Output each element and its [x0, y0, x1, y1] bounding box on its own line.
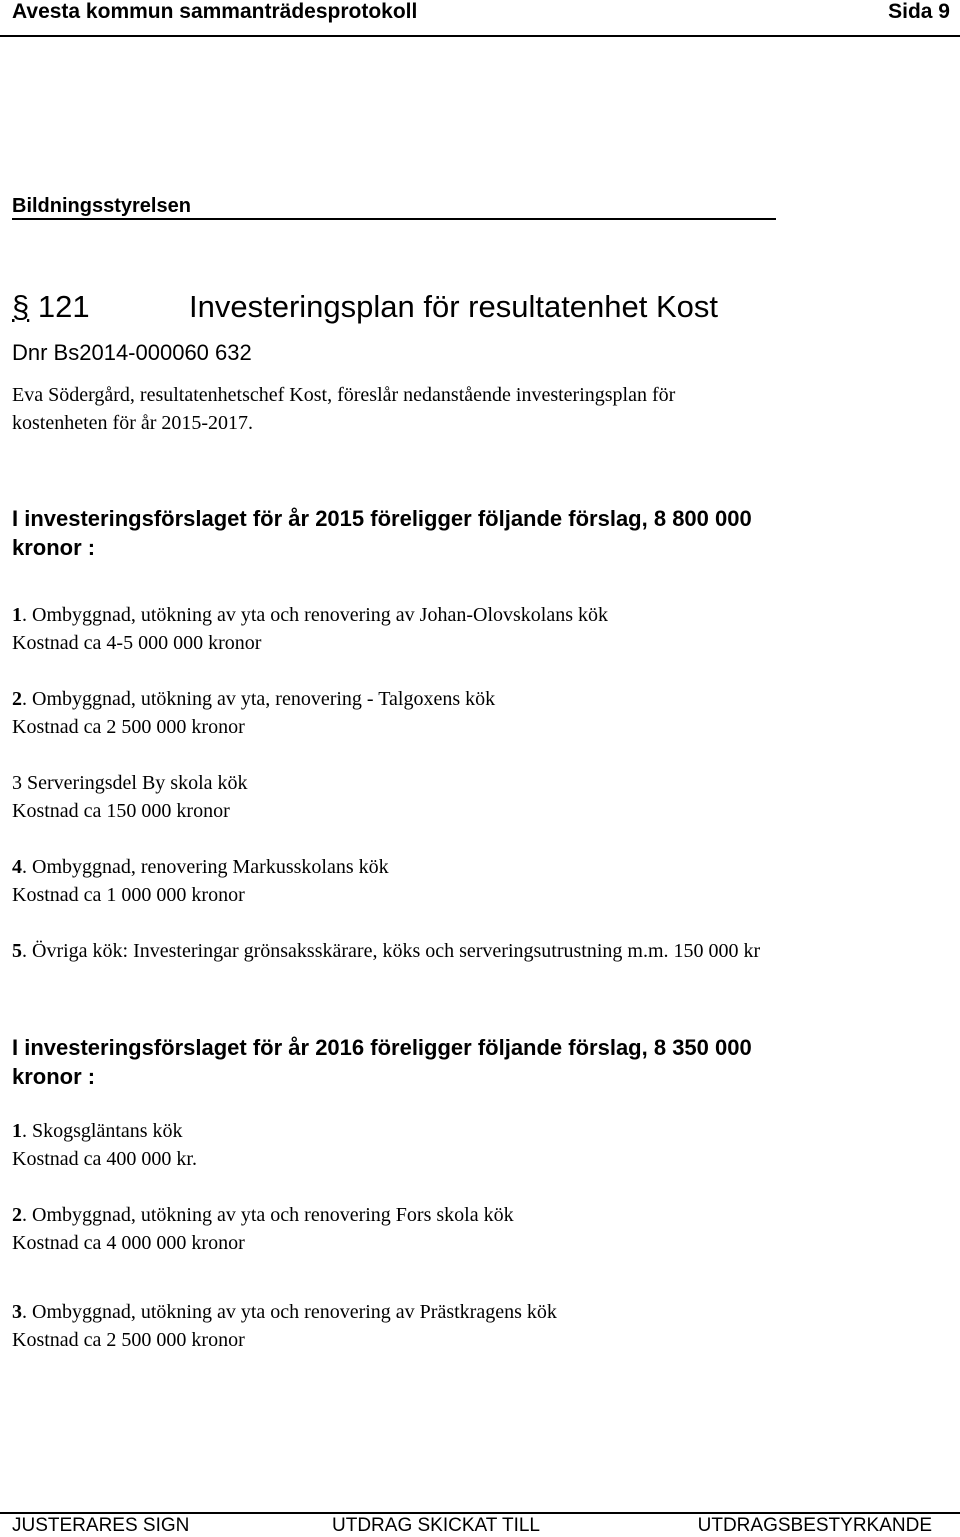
item-number: 1	[12, 1120, 22, 1142]
intro-line: Eva Södergård, resultatenhetschef Kost, föreslår nedanstående investeringsplan för	[12, 384, 676, 406]
heading-line: I investeringsförslaget för år 2015 föreligger följande förslag, 8 800 000	[12, 506, 752, 531]
heading-line: kronor :	[12, 1064, 96, 1089]
item-cost: Kostnad ca 2 500 000 kronor	[12, 1329, 245, 1351]
plan-2016-heading	[12, 1033, 752, 1091]
list-item	[12, 1298, 557, 1354]
footer-certification-label: UTDRAGSBESTYRKANDE	[697, 1515, 932, 1536]
footer-divider	[0, 1512, 960, 1514]
intro-paragraph	[12, 381, 675, 437]
committee-divider	[12, 218, 776, 220]
item-number: 2	[12, 1204, 22, 1226]
intro-line: kostenheten för år 2015-2017.	[12, 412, 254, 434]
item-text: . Skogsgläntans kök	[22, 1120, 183, 1142]
item-number: 1	[12, 604, 22, 626]
list-item	[12, 1117, 557, 1173]
list-item	[12, 853, 760, 909]
section-number	[12, 289, 90, 325]
item-cost: Kostnad ca 2 500 000 kronor	[12, 716, 245, 738]
item-cost: Kostnad ca 4-5 000 000 kronor	[12, 632, 262, 654]
header-divider	[0, 35, 960, 37]
case-number: Dnr Bs2014-000060 632	[12, 340, 252, 365]
section-number-value: 121	[37, 289, 90, 324]
item-number: 5	[12, 940, 22, 962]
item-cost: Kostnad ca 1 000 000 kronor	[12, 884, 245, 906]
heading-line: kronor :	[12, 535, 96, 560]
item-number: 3	[12, 772, 22, 794]
committee-name: Bildningsstyrelsen	[12, 195, 191, 217]
list-item	[12, 937, 760, 965]
item-number: 3	[12, 1301, 22, 1323]
item-number: 4	[12, 856, 22, 878]
item-text: . Övriga kök: Investeringar grönsaksskärare, köks och serveringsutrustning m.m. 150 000 kr	[22, 940, 761, 962]
item-number: 2	[12, 688, 22, 710]
item-cost: Kostnad ca 4 000 000 kronor	[12, 1232, 245, 1254]
plan-2015-items	[12, 601, 760, 965]
plan-2015-heading	[12, 504, 752, 562]
item-text: . Ombyggnad, utökning av yta och renovering av Johan-Olovskolans kök	[22, 604, 609, 626]
list-item	[12, 685, 760, 741]
item-text: . Ombyggnad, utökning av yta och renovering Fors skola kök	[22, 1204, 514, 1226]
page-number: Sida 9	[888, 0, 950, 23]
item-text: . Ombyggnad, utökning av yta, renovering - Talgoxens kök	[22, 688, 496, 710]
section-title: Investeringsplan för resultatenhet Kost	[189, 289, 719, 324]
footer-signature-label: JUSTERARES SIGN	[12, 1515, 190, 1536]
list-item	[12, 769, 760, 825]
document-header-title: Avesta kommun sammanträdesprotokoll	[12, 0, 418, 23]
item-cost: Kostnad ca 400 000 kr.	[12, 1148, 197, 1170]
footer-sent-to-label: UTDRAG SKICKAT TILL	[332, 1515, 540, 1536]
item-cost: Kostnad ca 150 000 kronor	[12, 800, 230, 822]
list-item	[12, 601, 760, 657]
item-text: . Ombyggnad, utökning av yta och renovering av Prästkragens kök	[22, 1301, 557, 1323]
plan-2016-items	[12, 1117, 557, 1354]
list-item	[12, 1201, 557, 1257]
item-text: Serveringsdel By skola kök	[22, 772, 248, 794]
section-symbol: §	[12, 289, 30, 324]
heading-line: I investeringsförslaget för år 2016 föreligger följande förslag, 8 350 000	[12, 1035, 752, 1060]
item-text: . Ombyggnad, renovering Markusskolans kök	[22, 856, 389, 878]
